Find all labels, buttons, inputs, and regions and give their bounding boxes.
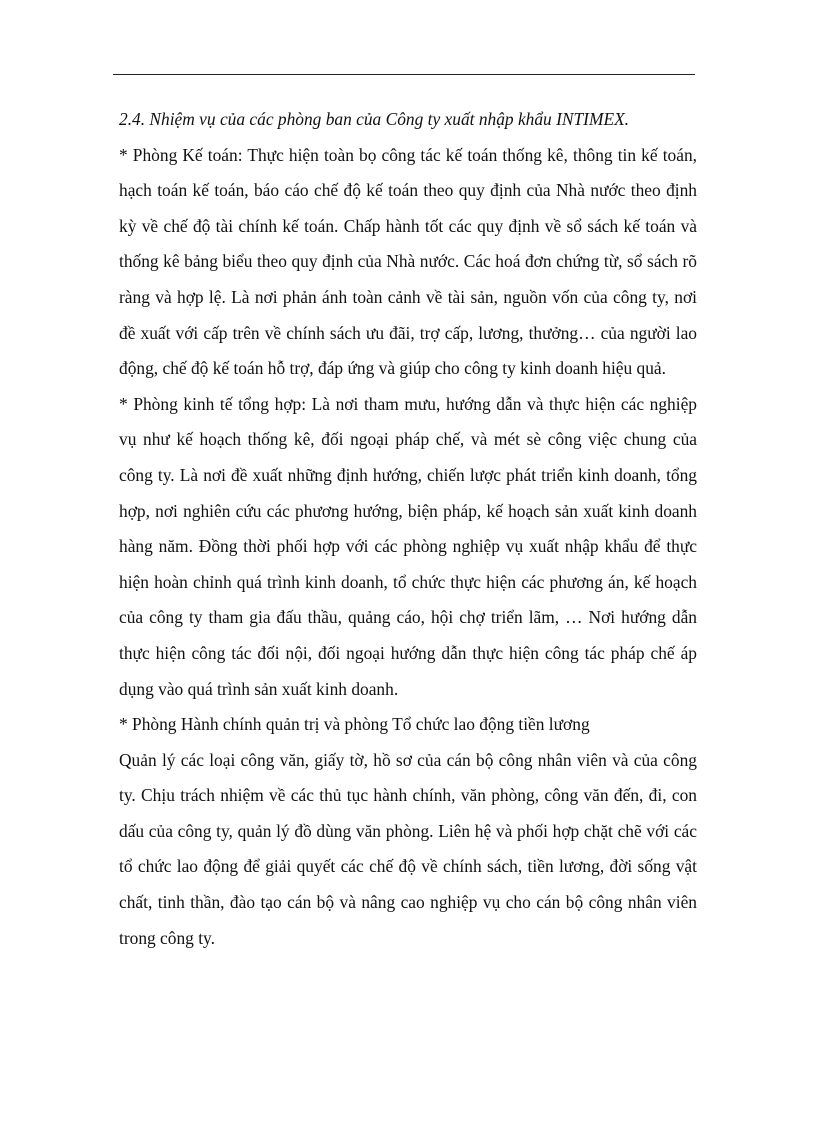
page-content bbox=[119, 102, 697, 956]
paragraph-accounting: * Phòng Kế toán: Thực hiện toàn bọ công tác kế toán thống kê, thông tin kế toán, hạch toán kế toán, báo cáo chế độ kế toán theo quy định của Nhà nước theo định kỳ về chế độ tài chính kế toán. Chấp hành tốt các quy định về sổ sách kế toán và thống kê bảng biểu theo quy định của Nhà nước. Các hoá đơn chứng từ, sổ sách rõ ràng và hợp lệ. Là nơi phản ánh toàn cảnh về tài sản, nguồn vốn của công ty, nơi đề xuất với cấp trên về chính sách ưu đãi, trợ cấp, lương, thưởng… của người lao động, chế độ kế toán hỗ trợ, đáp ứng và giúp cho công ty kinh doanh hiệu quả. bbox=[119, 144, 697, 379]
paragraph-economics: * Phòng kinh tế tổng hợp: Là nơi tham mưu, hướng dẫn và thực hiện các nghiệp vụ như kế hoạch thống kê, đối ngoại pháp chế, và mét sè công việc chung của công ty. Là nơi đề xuất những định hướng, chiến lược phát triển kinh doanh, tổng hợp, nơi nghiên cứu các phương hướng, biện pháp, kế hoạch sản xuất kinh doanh hàng năm. Đồng thời phối hợp với các phòng nghiệp vụ xuất nhập khẩu để thực hiện hoàn chỉnh quá trình kinh doanh, tổ chức thực hiện các phương án, kế hoạch của công ty tham gia đấu thầu, quảng cáo, hội chợ triển lãm, … Nơi hướng dẫn thực hiện công tác đối nội, đối ngoại hướng dẫn thực hiện công tác pháp chế áp dụng vào quá trình sản xuất kinh doanh. bbox=[119, 393, 697, 699]
section-heading: 2.4. Nhiệm vụ của các phòng ban của Công ty xuất nhập khẩu INTIMEX. bbox=[119, 109, 630, 129]
paragraph-admin-title: * Phòng Hành chính quản trị và phòng Tổ chức lao động tiền lương bbox=[119, 714, 590, 735]
header-rule bbox=[113, 74, 695, 75]
paragraph-admin-body: Quản lý các loại công văn, giấy tờ, hồ sơ của cán bộ công nhân viên và của công ty. Chịu trách nhiệm về các thủ tục hành chính, văn phòng, công văn đến, đi, con dấu của công ty, quản lý đồ dùng văn phòng. Liên hệ và phối hợp chặt chẽ với các tổ chức lao động để giải quyết các chế độ về chính sách, tiền lương, đời sống vật chất, tinh thần, đào tạo cán bộ và nâng cao nghiệp vụ cho cán bộ công nhân viên trong công ty. bbox=[119, 749, 697, 948]
